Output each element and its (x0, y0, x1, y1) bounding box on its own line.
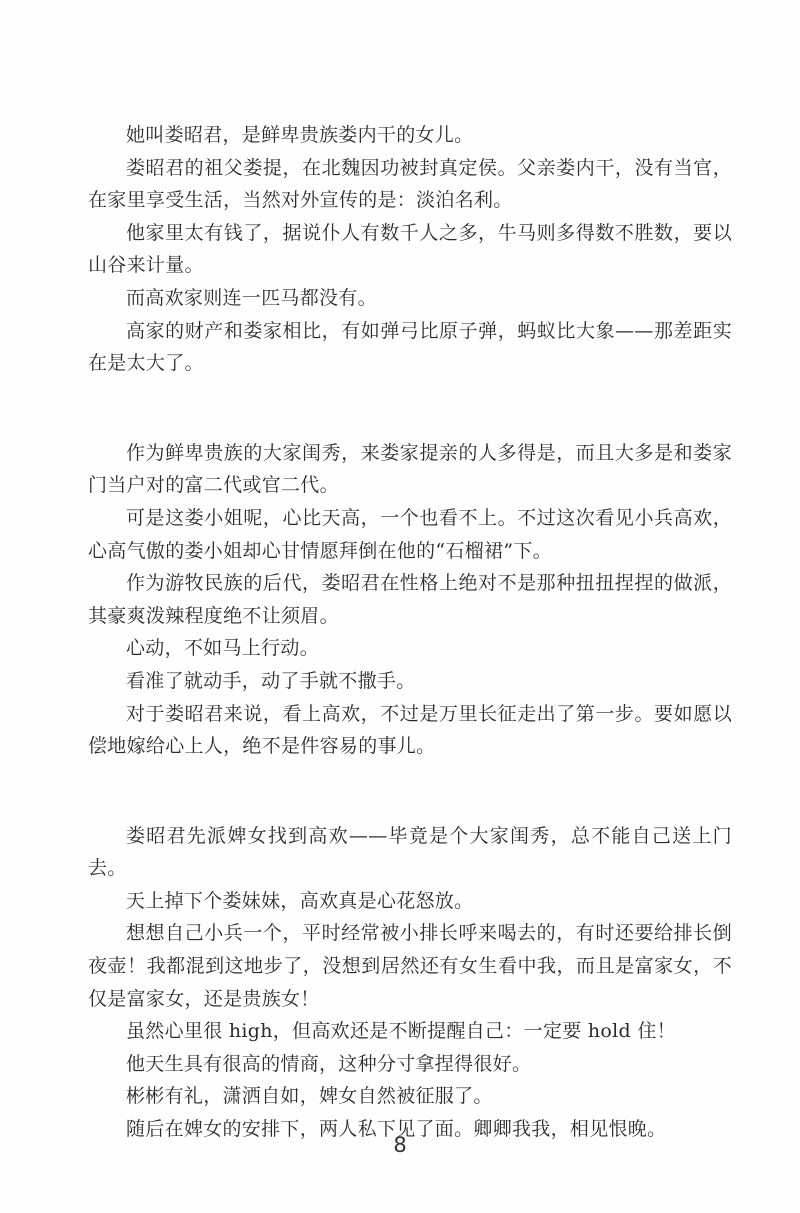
paragraph: 作为鲜卑贵族的大家闺秀，来娄家提亲的人多得是，而且大多是和娄家门当户对的富二代或官二代。 (88, 441, 732, 497)
paragraph: 娄昭君先派婢女找到高欢——毕竟是个大家闺秀，总不能自己送上门去。 (88, 824, 732, 880)
paragraph: 娄昭君的祖父娄提，在北魏因功被封真定侯。父亲娄内干，没有当官，在家里享受生活，当然对外宣传的是：淡泊名利。 (88, 156, 732, 212)
paragraph: 他天生具有很高的情商，这种分寸拿捏得很好。 (126, 1052, 532, 1075)
paragraph: 天上掉下个娄妹妹，高欢真是心花怒放。 (126, 889, 474, 912)
section-3 (88, 820, 732, 1146)
section-1 (88, 119, 732, 380)
paragraph: 想想自己小兵一个，平时经常被小排长呼来喝去的，有时还要给排长倒夜壶！我都混到这地步了，没想到居然还有女生看中我，而且是富家女，不仅是富家女，还是贵族女！ (88, 922, 732, 1010)
paragraph: 彬彬有礼，潇洒自如，婢女自然被征服了。 (126, 1085, 493, 1108)
paragraph: 可是这娄小姐呢，心比天高，一个也看不上。不过这次看见小兵高欢，心高气傲的娄小姐却心甘情愿拜倒在他的“石榴裙”下。 (88, 506, 732, 562)
section-break (88, 380, 732, 437)
paragraph: 而高欢家则连一匹马都没有。 (126, 286, 377, 309)
paragraph: 高家的财产和娄家相比，有如弹弓比原子弹，蚂蚁比大象——那差距实在是太大了。 (88, 319, 732, 375)
section-2 (88, 437, 732, 763)
paragraph: 虽然心里很 high，但高欢还是不断提醒自己：一定要 hold 住！ (126, 1020, 676, 1043)
paragraph: 他家里太有钱了，据说仆人有数千人之多，牛马则多得数不胜数，要以山谷来计量。 (88, 221, 732, 277)
paragraph: 心动，不如马上行动。 (126, 637, 320, 660)
section-break (88, 763, 732, 820)
paragraph: 作为游牧民族的后代，娄昭君在性格上绝对不是那种扭扭捏捏的做派，其豪爽泼辣程度绝不让须眉。 (88, 572, 732, 627)
page-number: 8 (393, 1133, 407, 1157)
paragraph: 看准了就动手，动了手就不撒手。 (126, 669, 416, 692)
paragraph: 她叫娄昭君，是鲜卑贵族娄内干的女儿。 (126, 124, 474, 146)
paragraph: 对于娄昭君来说，看上高欢，不过是万里长征走出了第一步。要如愿以偿地嫁给心上人，绝不是件容易的事儿。 (88, 702, 732, 758)
paragraph: 随后在婢女的安排下，两人私下见了面。卿卿我我，相见恨晚。 (126, 1118, 667, 1141)
page-body (88, 119, 732, 1146)
